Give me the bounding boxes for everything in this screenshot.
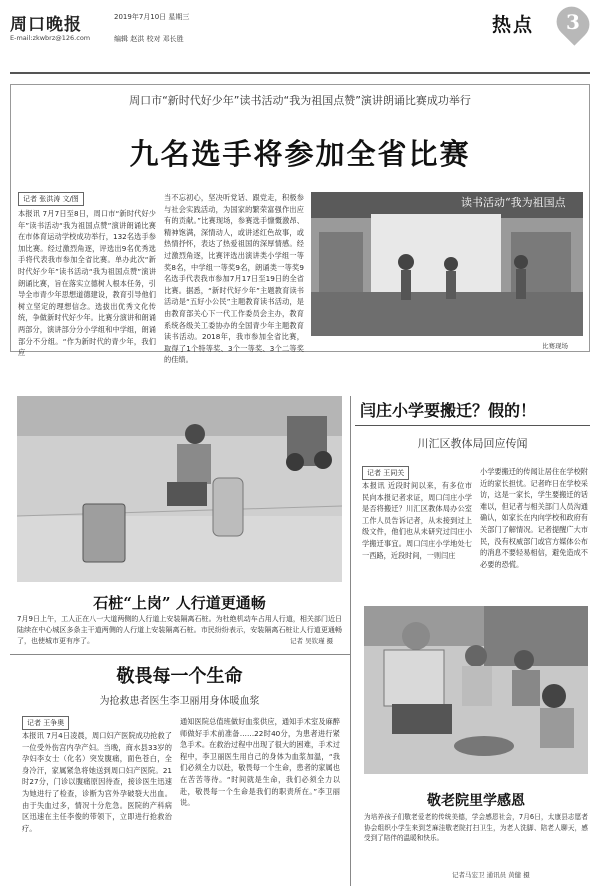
contest-photo-caption: 比赛现场 (542, 342, 568, 350)
elder-credit: 记者马宏卫 通讯员 黄健 摄 (452, 871, 530, 879)
life-column-2: 通知医院总值班做好血浆供应，通知手术室及麻醉师做好手术前准备……22时40分，为患者进行紧急手术。在救治过程中出现了很大的困难，手术过程中，李卫丽医生用自己的身体为血浆加温，“我们必须全力以赴，敬畏每一个生命，患者的家属也在苦苦等待。“时间就是生命，我们必须全力以赴，敬畏每一个生命是我们的职责所在。”李卫丽说。 (180, 717, 340, 808)
pillar-worker-illustration (17, 396, 342, 582)
rumor-column-1: 本报讯 近段时间以来，有多位市民向本报记者求证，周口闫庄小学是否将搬迁？川汇区教体局办公室工作人员告诉记者，从未接到过上级文件，他们也从未研究过闫庄小学搬迁事宜。周口闫庄小学地处七一西路，近段时间，一则闫庄 (362, 481, 472, 560)
mid-rule (10, 654, 350, 655)
life-headline: 敬畏每一个生命 (116, 666, 243, 687)
paper-logo: 周口晚报 (10, 15, 82, 35)
pillar-photo (17, 396, 342, 582)
rumor-byline: 记者 王同关 (362, 466, 409, 480)
contest-stage-illustration (311, 192, 583, 336)
rumor-column-2: 小学要搬迁的传闻让居住在学校附近的家长担忧。记者昨日在学校采访，这是一家长，学生要搬迁的话难以，但记者与相关部门人员沟通确认，如家长在内向学校和政府有关部门了解情况。记者提醒广大市民，没有权威部门或官方媒体公布的消息不要轻易相信，避免造成不必要的恐慌。 (480, 467, 588, 569)
lead-kicker: 周口市“新时代好少年”读书活动“我为祖国点赞”演讲朗诵比赛成功举行 (129, 94, 471, 107)
pillar-headline: 石桩“上岗” 人行道更通畅 (93, 594, 266, 612)
issue-date: 2019年7月10日 星期三 (114, 13, 190, 21)
pillar-credit: 记者 吴钦瑾 摄 (290, 637, 334, 645)
masthead (10, 6, 590, 66)
lead-byline: 记者 张洪涛 文/图 (18, 192, 84, 206)
life-byline: 记者 王争奥 (22, 716, 69, 730)
elder-body: 为培养孩子们敬老爱老的传统美德，学会感恩社会，7月6日，太康县志愿者协会组织小学生来到芝麻洼敬老院打扫卫生，为老人洗脚、陪老人聊天，感受到了陪伴的温暖和快乐。 (364, 813, 588, 842)
elder-footwash-illustration (364, 606, 588, 774)
life-column-1: 本报讯 7月4日凌晨，周口妇产医院成功抢救了一位受外伤宫内孕产妇。当晚，商水县33岁的孕妇李女士（化名）突发腹痛，面色苍白，全身冷汗，家属紧急将她送到周口妇产医院。21时27分，门诊以腹痛原因待查，接诊医生迅速为她进行了检查，诊断为宫外孕破裂大出血。由于失血过多，情况十分危急。医院的产科病区迅速在主任李俊的带领下，立即进行抢救治疗。 (22, 731, 172, 833)
lead-column-2: 当不忘初心，坚决听党话、跟党走，积极参与社会实践活动，为国家的繁荣富强作出应有的贡献。”比赛现场，参赛选手慷慨激昂、精神饱满，深情动人，或讲述红色故事，或热情抒怀，表达了热爱祖国的深厚情感。经过激烈角逐，比赛评选出演讲类小学组一等奖8名，中学组一等奖9名，朗诵类一等奖9名选手代表我市参加7月17日至19日的全省比赛。据悉，“新时代好少年”主题教育读书活动是“五好小公民”主题教育读书活动，是由教育部关心下一代工作委员会主办，教育系统各级关工委协办的全国青少年主题教育读书活动。2018年，我市参加全省比赛，取得了1个特等奖、3个一等奖、3个二等奖的佳绩。 (164, 193, 304, 365)
elder-headline: 敬老院里学感恩 (427, 793, 525, 809)
header-rule (10, 72, 590, 74)
column-divider (350, 396, 351, 886)
rumor-headline: 闫庄小学要搬迁？假的！ (360, 401, 537, 420)
rumor-rule (355, 425, 590, 426)
page-number: 3 (566, 10, 580, 34)
elder-home-photo (364, 606, 588, 774)
rumor-subtitle: 川汇区教体局回应传闻 (417, 437, 528, 450)
lead-headline: 九名选手将参加全省比赛 (129, 137, 471, 171)
lead-column-1: 本报讯 7月7日至8日，周口市“新时代好少年”读书活动“我为祖国点赞”演讲朗诵比赛在市体育运动学校成功举行，132名选手参加比赛。经过激烈角逐，评选出9名优秀选手将代表我市参加全省比赛。单办此次“新时代好少年”读书活动“我为祖国点赞”演讲朗诵比赛，旨在落实立德树人根本任务，引导全市青少年思想道德建设，教育引导他们树立坚定的理想信念。选拔出优秀文化传统，争做新时代好少年。比赛分演讲和朗诵两部分，演讲部分分小学组和中学组，朗诵部分不分组。“作为新时代的青少年，我们应 (18, 209, 156, 358)
section-name: 热点 (492, 14, 535, 36)
life-subtitle: 为抢救患者医生李卫丽用身体暖血浆 (99, 696, 260, 707)
pillar-body: 7月9日上午，工人正在八一大道两侧的人行道上安装隔离石桩。为杜绝机动车占用人行道，相关部门近日陆续在中心城区多条主干道两侧的人行道上安装隔离石桩。市民纷纷表示，安装隔离石桩让人行道更通畅了，也使城市更有序了。 (17, 615, 342, 645)
contest-photo (311, 192, 583, 336)
photo-banner-text: 读书活动“我为祖国点 (461, 196, 566, 209)
paper-email: E-mail:zkwbrz@126.com (10, 34, 91, 42)
editor-credit: 编辑 赵洪 校对 邓长胜 (114, 35, 184, 43)
